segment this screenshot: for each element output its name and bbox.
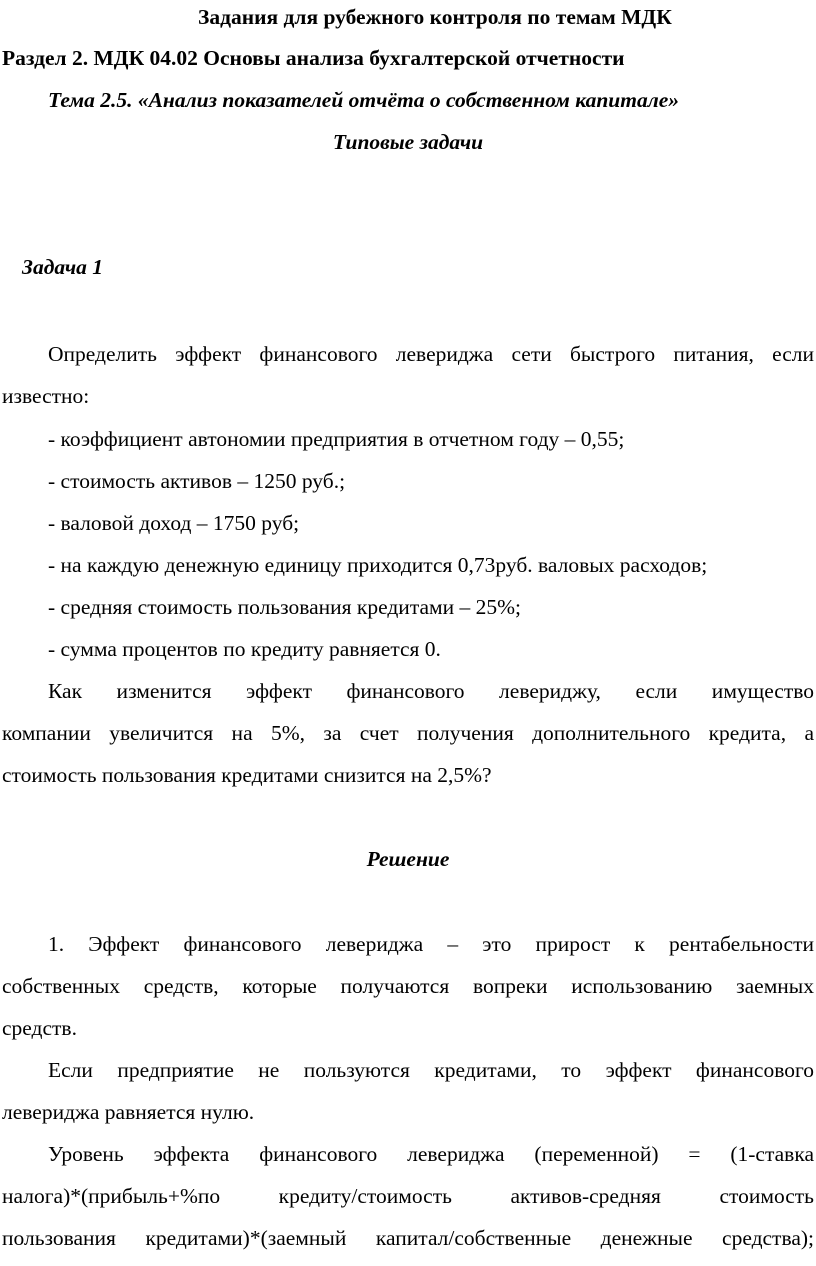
task-question-line-2: компании увеличится на 5%, за счет получения дополнительного кредита, а [2,721,814,745]
solution-p1-line-3: средств. [2,1016,77,1040]
solution-heading: Решение [366,847,450,871]
task-intro-line-2: известно: [2,384,90,408]
task-item-gross-expenses: - на каждую денежную единицу приходится 0,73руб. валовых расходов; [48,553,708,577]
solution-p3-line-3: пользования кредитами)*(заемный капитал/собственные денежные средства); [2,1226,814,1250]
task-item-credit-cost: - средняя стоимость пользования кредитами – 25%; [48,595,522,619]
task-heading: Задача 1 [22,255,103,279]
section-title: Раздел 2. МДК 04.02 Основы анализа бухгалтерской отчетности [2,46,625,70]
solution-p1-line-2: собственных средств, которые получаются вопреки использованию заемных [2,974,814,998]
solution-p2-line-2: левериджа равняется нулю. [2,1100,255,1124]
solution-p3-line-2: налога)*(прибыль+%по кредиту/стоимость активов-средняя стоимость [2,1184,814,1208]
task-question-line-3: стоимость пользования кредитами снизится на 2,5%? [2,763,492,787]
solution-p1-line-1: 1. Эффект финансового левериджа – это прирост к рентабельности [48,932,814,956]
solution-p3-line-1: Уровень эффекта финансового левериджа (переменной) = (1-ставка [48,1142,814,1166]
subtitle: Типовые задачи [332,130,484,154]
topic-title: Тема 2.5. «Анализ показателей отчёта о собственном капитале» [48,88,680,112]
task-item-autonomy: - коэффициент автономии предприятия в отчетном году – 0,55; [48,427,625,451]
task-item-interest: - сумма процентов по кредиту равняется 0. [48,637,441,661]
task-item-gross-income: - валовой доход – 1750 руб; [48,511,300,535]
task-item-assets: - стоимость активов – 1250 руб.; [48,469,346,493]
solution-p2-line-1: Если предприятие не пользуются кредитами, то эффект финансового [48,1058,814,1082]
task-intro-line-1: Определить эффект финансового левериджа сети быстрого питания, если [48,342,814,366]
document-title: Задания для рубежного контроля по темам МДК [198,5,672,29]
task-question-line-1: Как изменится эффект финансового левериджу, если имущество [48,679,814,703]
